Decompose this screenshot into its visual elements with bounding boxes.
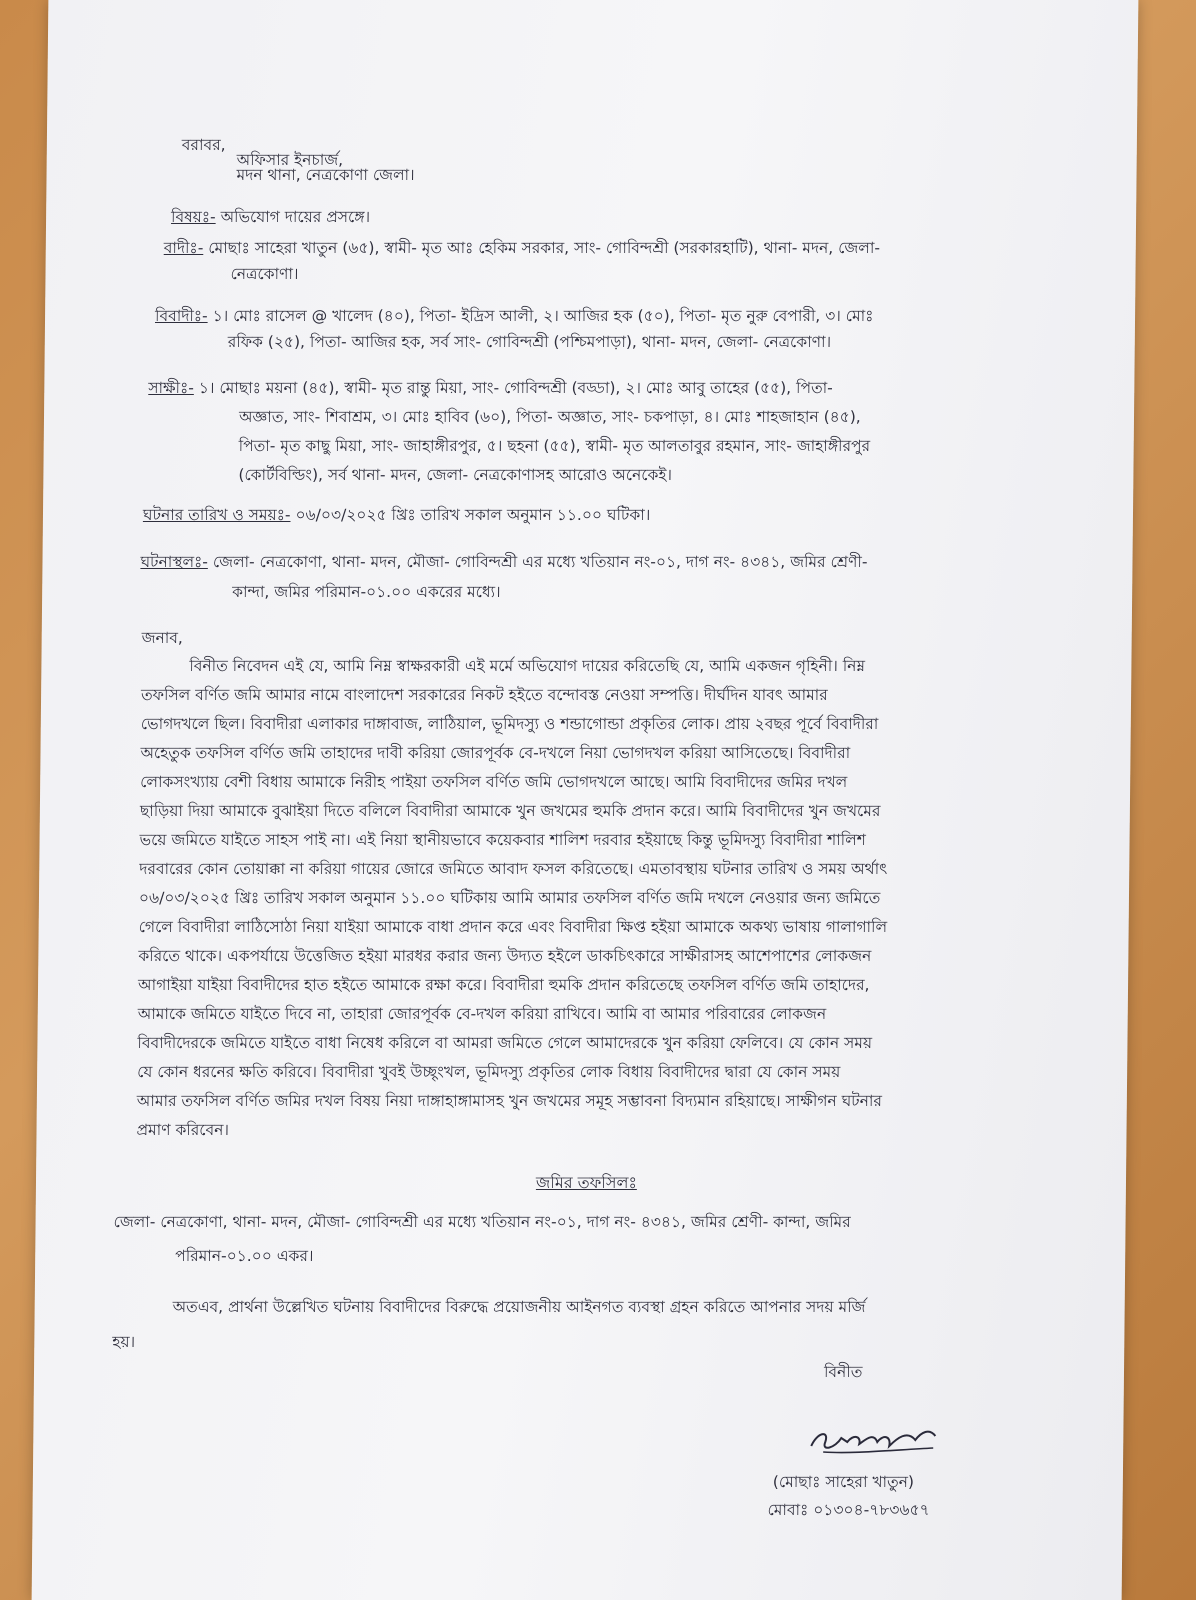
witnesses-line-2: অজ্ঞাত, সাং- শিবাশ্রম, ৩। মোঃ হাবিব (৬০), পিতা- অজ্ঞাত, সাং- চকপাড়া, ৪। মোঃ শাহজাহান (৪৫), [238, 408, 861, 426]
plaintiff-line-1 [164, 236, 880, 262]
incident-place-label: ঘটনাস্থলঃ- [140, 553, 209, 571]
body-line-3: ভোগদখলে ছিল। বিবাদীরা এলাকার দাঙ্গাবাজ, লাঠিয়াল, ভূমিদস্যু ও শন্ডাগোন্ডা প্রকৃতির লোক। প্রায় ২বছর পূর্বে বিবাদীরা [140, 715, 879, 733]
schedule-line-1: জেলা- নেত্রকোণা, থানা- মদন, মৌজা- গোবিন্দশ্রী এর মধ্যে খতিয়ান নং-০১, দাগ নং- ৪৩৪১, জমির শ্রেণী- কান্দা, জমির [113, 1213, 851, 1231]
body-line-10: গেলে বিবাদীরা লাঠিসোঠা নিয়া যাইয়া আমাকে বাধা প্রদান করে এবং বিবাদীরা ক্ষিপ্ত হইয়া আমাকে অকথ্য ভাষায় গালাগালি [138, 918, 888, 936]
subject-label: বিষয়ঃ- [171, 208, 216, 226]
body-line-8: দরবারের কোন তোয়াক্কা না করিয়া গায়ের জোরে জমিতে আবাদ ফসল করিতেছে। এমতাবস্থায় ঘটনার তারিখ ও সময় অর্থাৎ [139, 860, 888, 878]
body-line-9: ০৬/০৩/২০২৫ খ্রিঃ তারিখ সকাল অনুমান ১১.০০ ঘটিকায় আমি আমার তফসিল বর্ণিত জমি দখলে নেওয়ার জন্য জমিতে [138, 889, 881, 907]
subject-line [171, 205, 370, 231]
body-line-4: অহেতুক তফসিল বর্ণিত জমি তাহাদের দাবী করিয়া জোরপূর্বক বে-দখলে নিয়া ভোগদখল করিয়া আসিতেছে। বিবাদীরা [140, 744, 851, 762]
body-line-2: তফসিল বর্ণিত জমি আমার নামে বাংলাদেশ সরকারের নিকট হইতে বন্দোবস্ত নেওয়া সম্পত্তি। দীর্ঘদিন যাবৎ আমার [141, 686, 828, 704]
body-line-16: আমার তফসিল বর্ণিত জমির দখল বিষয় নিয়া দাঙ্গাহাঙ্গামাসহ খুন জখমের সমূহ সম্ভাবনা বিদ্যমান রহিয়াছে। সাক্ষীগন ঘটনার [136, 1092, 883, 1110]
body-line-17: প্রমাণ করিবেন। [136, 1121, 230, 1139]
plaintiff-line-2: নেত্রকোণা। [230, 265, 299, 283]
incident-time-label: ঘটনার তারিখ ও সময়ঃ- [142, 506, 291, 524]
body-line-1: বিনীত নিবেদন এই যে, আমি নিম্ন স্বাক্ষরকারী এই মর্মে অভিযোগ দায়ের করিতেছি যে, আমি একজন গৃহিনী। নিম্ন [189, 657, 866, 675]
body-line-5: লোকসংখ্যায় বেশী বিধায় আমাকে নিরীহ পাইয়া তফসিল বর্ণিত জমি ভোগদখলে আছে। আমি বিবাদীদের জমির দখল [140, 773, 848, 791]
witnesses-line-4: (কোর্টবিল্ডিং), সর্ব থানা- মদন, জেলা- নেত্রকোণাসহ আরোও অনেকেই। [238, 466, 673, 484]
witnesses-line-1 [148, 376, 833, 402]
prayer-line-2: হয়। [112, 1333, 136, 1351]
salutation: জনাব, [141, 629, 183, 647]
subject-text: অভিযোগ দায়ের প্রসঙ্গে। [220, 208, 371, 226]
witnesses-line-3: পিতা- মৃত কাছু মিয়া, সাং- জাহাঙ্গীরপুর, ৫। ছহনা (৫৫), স্বামী- মৃত আলতাবুর রহমান, সাং- জাহাঙ্গীরপুর [238, 437, 871, 455]
plaintiff-text-1: মোছাঃ সাহেরা খাতুন (৬৫), স্বামী- মৃত আঃ হেকিম সরকার, সাং- গোবিন্দশ্রী (সরকারহাটি), থানা- মদন, জেলা- [208, 239, 881, 257]
witnesses-label: সাক্ষীঃ- [148, 379, 195, 397]
handwritten-signature [803, 1412, 954, 1460]
document-page [32, 0, 1139, 1600]
incident-time-line [143, 503, 651, 529]
incident-place-text-1: জেলা- নেত্রকোণা, থানা- মদন, মৌজা- গোবিন্দশ্রী এর মধ্যে খতিয়ান নং-০১, দাগ নং- ৪৩৪১, জমির শ্রেণী- [212, 553, 868, 571]
body-line-6: ছাড়িয়া দিয়া আমাকে বুঝাইয়া দিতে বলিলে বিবাদীরা আমাকে খুন জখমের হুমকি প্রদান করে। আমি বিবাদীদের খুন জখমের [139, 802, 881, 820]
defendants-line-1 [155, 304, 874, 330]
plaintiff-label: বাদীঃ- [163, 239, 204, 257]
incident-place-line-2: কান্দা, জমির পরিমান-০১.০০ একরের মধ্যে। [232, 583, 501, 601]
defendants-line-2: রফিক (২৫), পিতা- আজির হক, সর্ব সাং- গোবিন্দশ্রী (পশ্চিমপাড়া), থানা- মদন, জেলা- নেত্রকোণা। [227, 333, 832, 351]
prayer-line-1: অতএব, প্রার্থনা উল্লেখিত ঘটনায় বিবাদীদের বিরুদ্ধে প্রয়োজনীয় আইনগত ব্যবস্থা গ্রহন করিতে আপনার সদয় মর্জি [172, 1298, 866, 1316]
incident-time-text: ০৬/০৩/২০২৫ খ্রিঃ তারিখ সকাল অনুমান ১১.০০ ঘটিকা। [295, 506, 651, 524]
closing-name: (মোছাঃ সাহেরা খাতুন) [772, 1473, 915, 1491]
addressee-to: বরাবর, [181, 136, 226, 154]
body-line-14: বিবাদীদেরকে জমিতে যাইতে বাধা নিষেধ করিলে বা আমরা জমিতে গেলে আমাদেরকে খুন করিয়া ফেলিবে। যে কোন সময় [137, 1034, 873, 1052]
closing-yours: বিনীত [823, 1363, 863, 1381]
body-line-11: করিতে থাকে। একপর্যায়ে উত্তেজিত হইয়া মারধর করার জন্য উদ্যত হইলে ডাকচিৎকারে সাক্ষীরাসহ আশেপাশের লোকজন [138, 947, 872, 965]
witnesses-text-1: ১। মোছাঃ ময়না (৪৫), স্বামী- মৃত রান্তু মিয়া, সাং- গোবিন্দশ্রী (বড্ডা), ২। মোঃ আবু তাহের (৫৫), পিতা- [198, 379, 833, 397]
addressee-station: মদন থানা, নেত্রকোণা জেলা। [236, 166, 415, 184]
body-line-13: আমাকে জমিতে যাইতে দিবে না, তাহারা জোরপূর্বক বে-দখল করিয়া রাখিবে। আমি বা আমার পরিবারের লোকজন [137, 1005, 827, 1023]
body-line-15: যে কোন ধরনের ক্ষতি করিবে। বিবাদীরা খুবই উচ্ছৃংখল, ভূমিদস্যু প্রকৃতির লোক বিধায় বিবাদীদের দ্বারা যে কোন সময় [137, 1063, 841, 1081]
incident-place-line-1 [140, 550, 867, 576]
schedule-heading: জমির তফসিলঃ [535, 1173, 638, 1192]
addressee-officer: অফিসার ইনচার্জ, [236, 151, 344, 169]
body-line-7: ভয়ে জমিতে যাইতে সাহস পাই না। এই নিয়া স্থানীয়ভাবে কয়েকবার শালিশ দরবার হইয়াছে কিন্তু ভূমিদস্যু বিবাদীরা শালিশ [139, 831, 866, 849]
defendants-text-1: ১। মোঃ রাসেল @ খালেদ (৪০), পিতা- ইদ্রিস আলী, ২। আজির হক (৫০), পিতা- মৃত নুরু বেপারী, ৩। মোঃ [212, 307, 874, 325]
body-line-12: আগাইয়া যাইয়া বিবাদীদের হাত হইতে আমাকে রক্ষা করে। বিবাদীরা হুমকি প্রদান করিতেছে তফসিল বর্ণিত জমি তাহাদের, [137, 976, 870, 994]
schedule-line-2: পরিমান-০১.০০ একর। [175, 1247, 314, 1265]
closing-mobile: মোবাঃ ০১৩০৪-৭৮৩৬৫৭ [767, 1501, 930, 1519]
defendants-label: বিবাদীঃ- [154, 307, 208, 325]
